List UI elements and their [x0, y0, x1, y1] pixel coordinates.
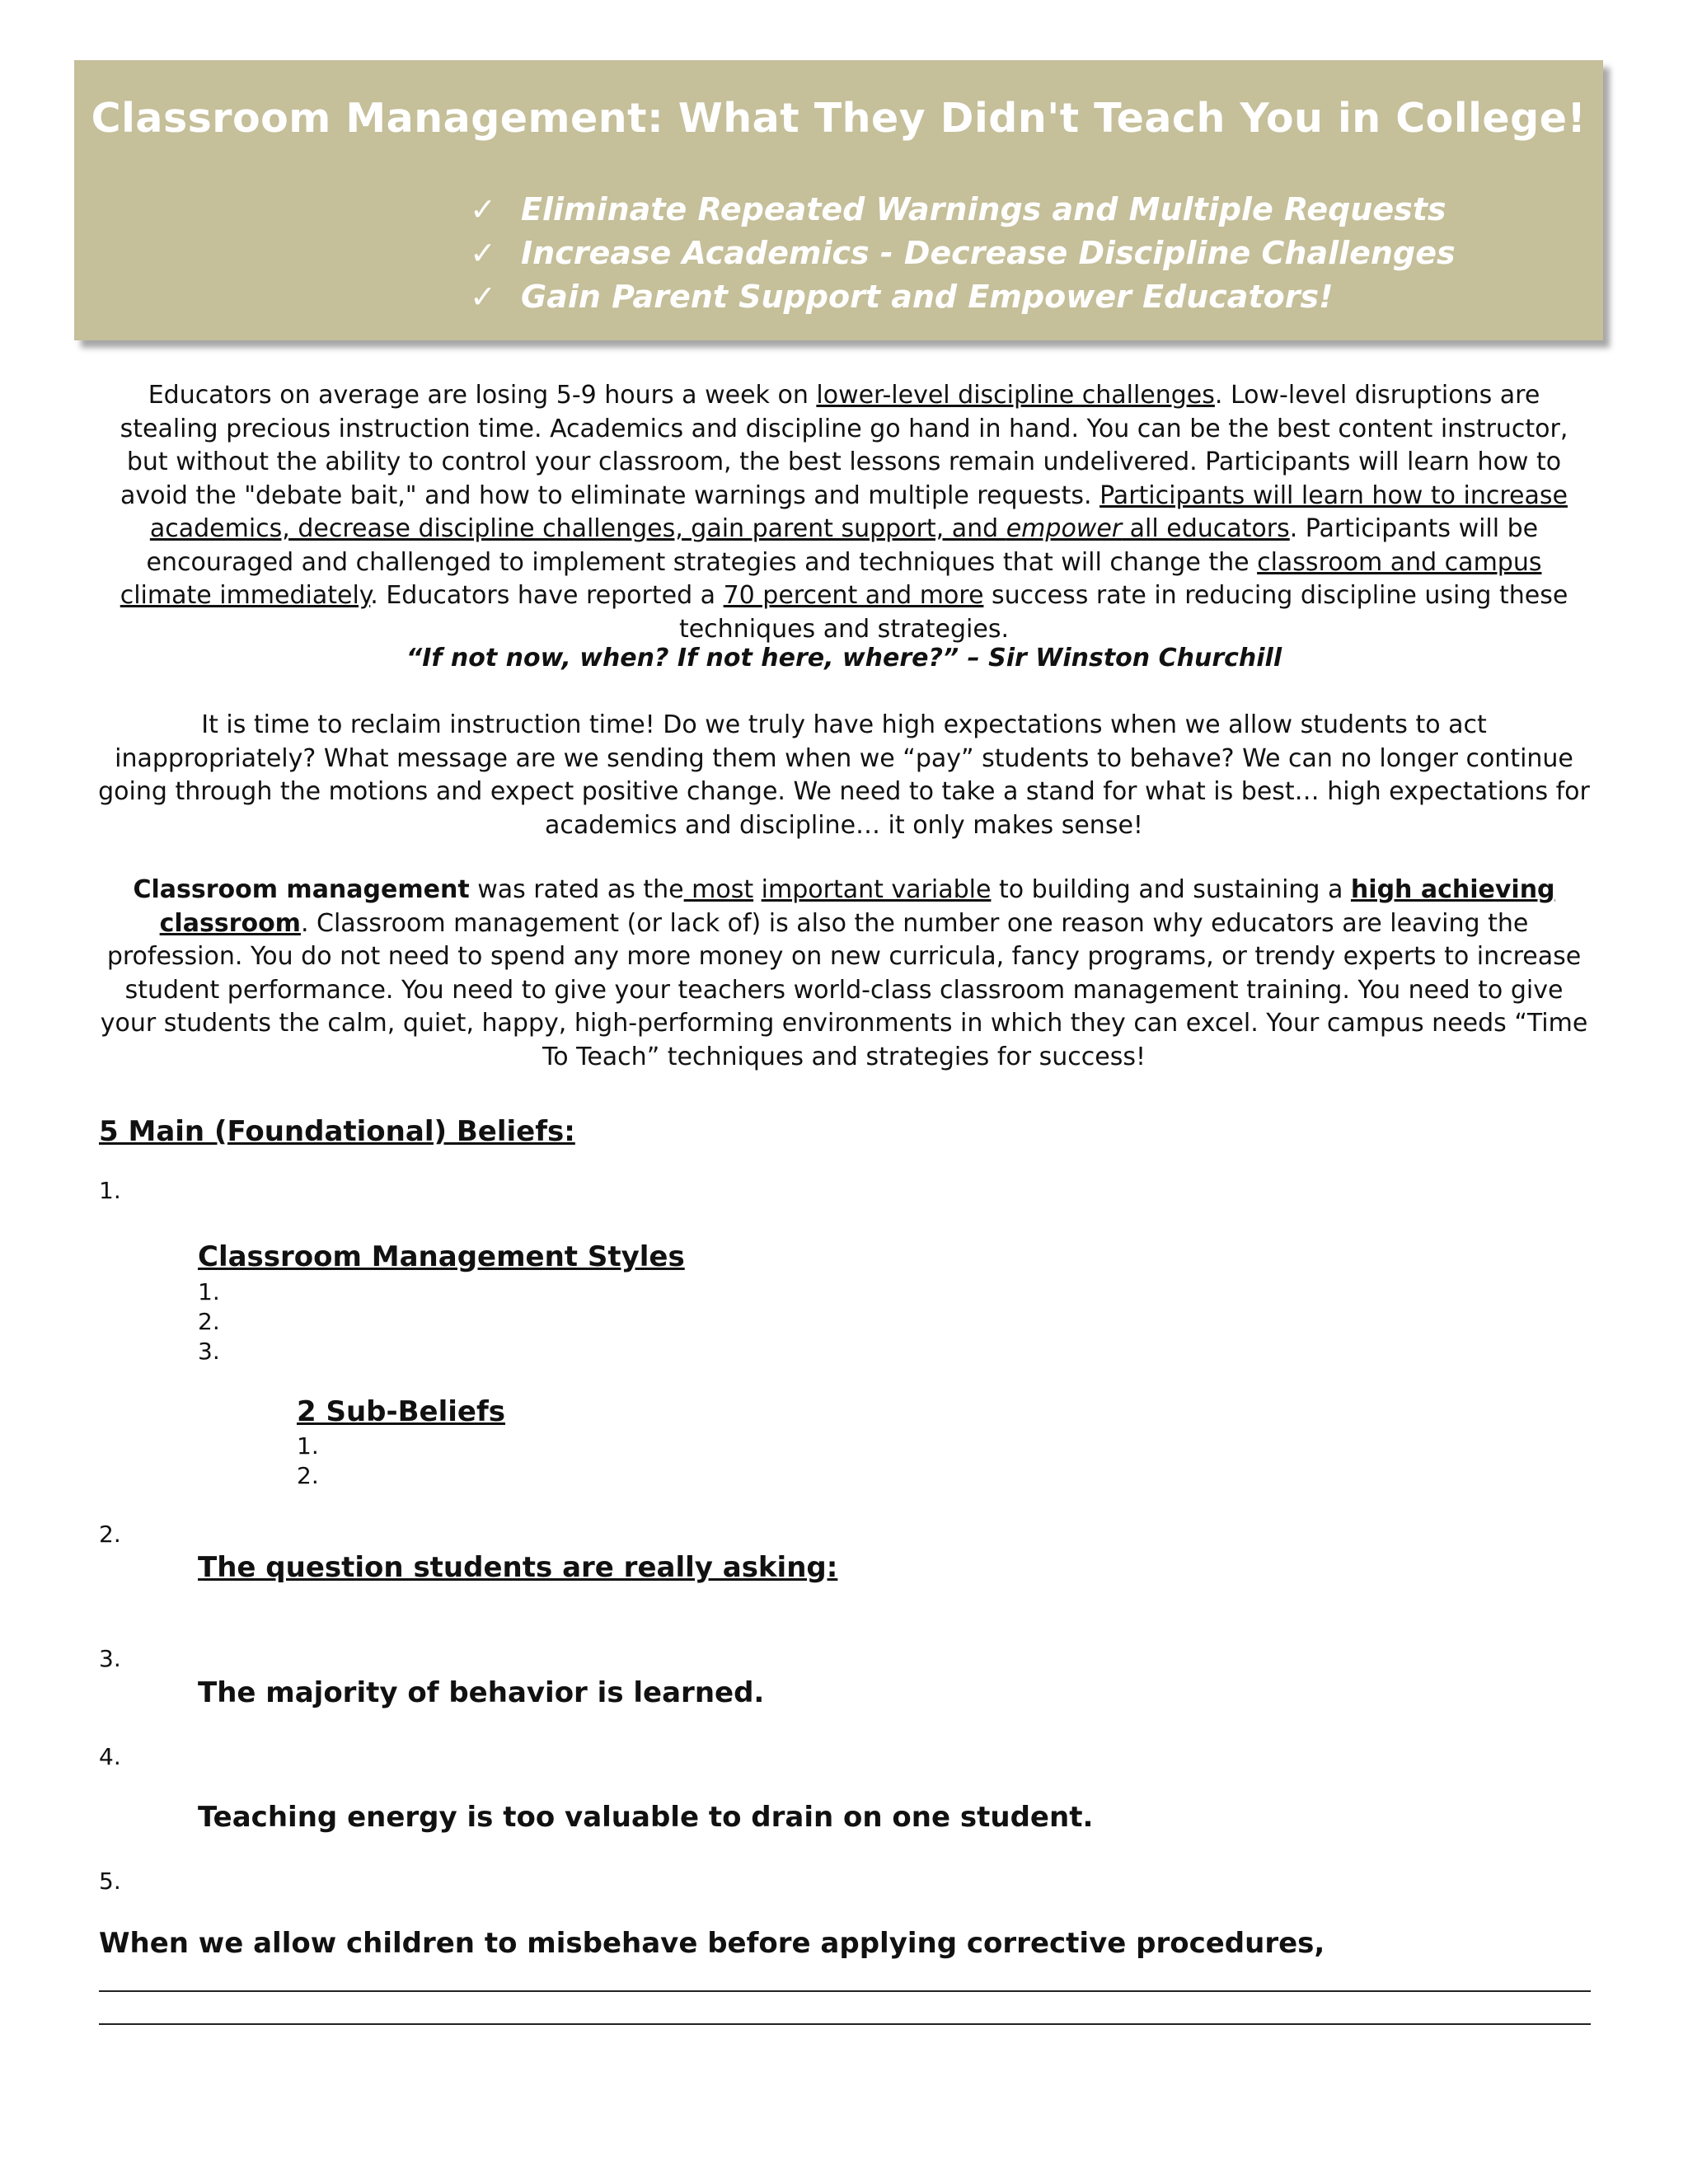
checkmark-icon: ✓	[470, 191, 496, 227]
belief-number: 2.	[99, 1521, 121, 1548]
list-item: 3.	[198, 1338, 220, 1365]
sub-beliefs-heading: 2 Sub-Beliefs	[297, 1395, 506, 1428]
checkmark-icon: ✓	[470, 279, 496, 315]
list-item: 1.	[198, 1278, 220, 1305]
checkmark-icon: ✓	[470, 235, 496, 271]
energy-statement: Teaching energy is too valuable to drain on one student.	[198, 1801, 1094, 1834]
benefit-item	[470, 232, 1456, 275]
management-paragraph: Classroom management was rated as the most important variable to building and sustaining a high achieving classroom. Classroom management (or lack of) is also the number one reason why educators are leaving the profession. You do not need to spend any more money on new curricula, fancy programs, or trendy experts to increase student performance. You need to give your teachers world-class classroom management training. You need to give your students the calm, quiet, happy, high-performing environments in which they can excel. Your campus needs “Time To Teach” techniques and strategies for success!	[100, 875, 1588, 1071]
benefits-checklist	[470, 188, 1456, 319]
sub-beliefs-list	[297, 1432, 319, 1491]
answer-line	[99, 1990, 1591, 1992]
beliefs-heading: 5 Main (Foundational) Beliefs:	[99, 1115, 575, 1148]
styles-list	[198, 1277, 220, 1366]
list-item: 2.	[297, 1462, 319, 1489]
churchill-quote: “If not now, when? If not here, where?” – Sir Winston Churchill	[406, 644, 1282, 673]
list-item: 1.	[297, 1432, 319, 1460]
question-heading: The question students are really asking:	[198, 1551, 838, 1584]
benefit-text: Gain Parent Support and Empower Educators!	[521, 279, 1334, 315]
benefit-text: Eliminate Repeated Warnings and Multiple Requests	[521, 191, 1447, 227]
intro-paragraph: Educators on average are losing 5-9 hours a week on lower-level discipline challenges. Low-level disruptions are stealing precious instruction time. Academics and discipline go hand in hand. You can be the best content instructor, but without the ability to control your classroom, the best lessons remain undelivered. Participants will learn how to avoid the "debate bait," and how to eliminate warnings and multiple requests. Participants will learn how to increase academics, decrease discipline challenges, gain parent support, and empower all educators. Participants will be encouraged and challenged to implement strategies and techniques that will change the classroom and campus climate immediately. Educators have reported a 70 percent and more success rate in reducing discipline using these techniques and strategies.	[120, 381, 1568, 644]
styles-heading: Classroom Management Styles	[198, 1240, 685, 1273]
title-banner	[74, 60, 1603, 340]
reclaim-paragraph: It is time to reclaim instruction time! Do we truly have high expectations when we allow students to act inappropriately? What message are we sending them when we “pay” students to behave? We can no longer continue going through the motions and expect positive change. We need to take a stand for what is best… high expectations for academics and discipline… it only makes sense!	[98, 710, 1590, 840]
list-item: 2.	[198, 1308, 220, 1335]
benefit-item	[470, 188, 1456, 232]
belief-number: 1.	[99, 1177, 121, 1204]
belief-number: 5.	[99, 1868, 121, 1895]
behavior-statement: The majority of behavior is learned.	[198, 1676, 765, 1709]
benefit-item	[470, 275, 1456, 319]
page-title: Classroom Management: What They Didn't Teach You in College!	[91, 95, 1587, 142]
answer-line	[99, 2023, 1591, 2025]
belief-number: 3.	[99, 1645, 121, 1672]
benefit-text: Increase Academics - Decrease Discipline Challenges	[521, 235, 1456, 271]
final-statement: When we allow children to misbehave before applying corrective procedures,	[99, 1927, 1325, 1960]
belief-number: 4.	[99, 1743, 121, 1770]
